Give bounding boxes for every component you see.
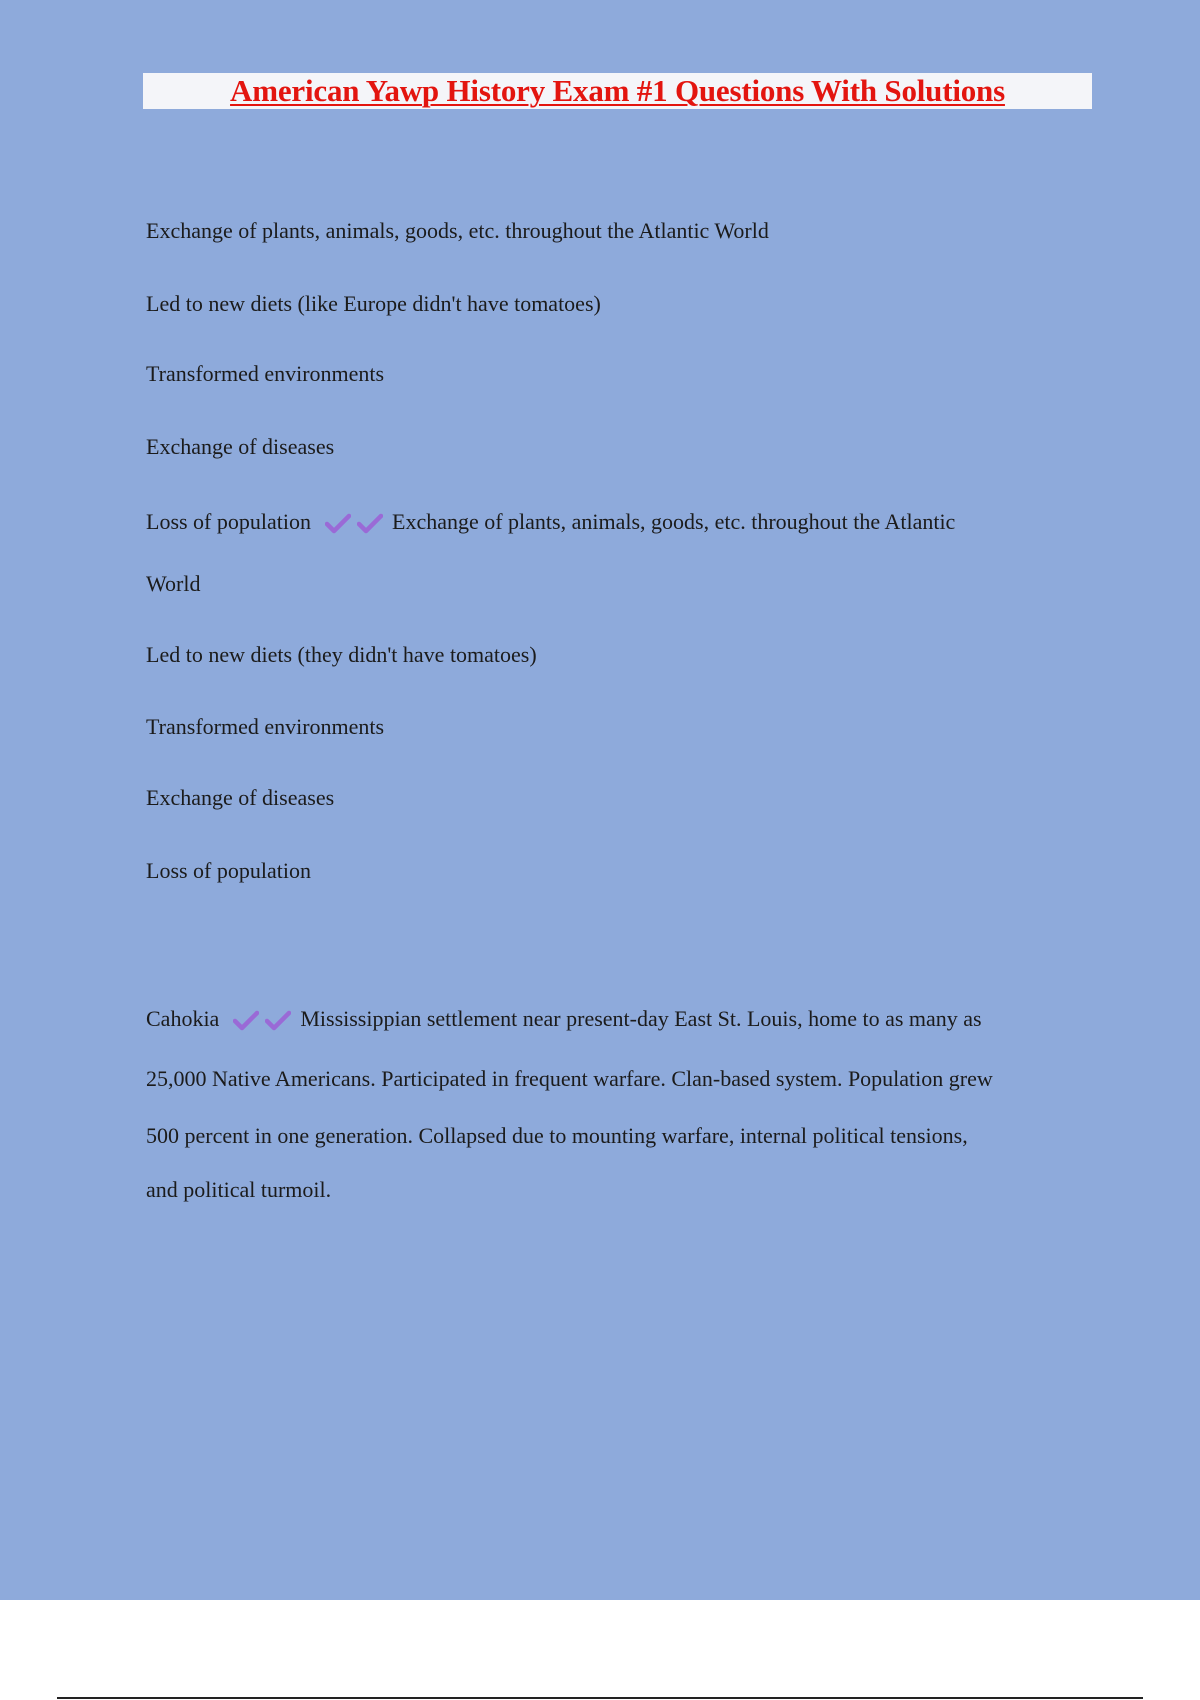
- text-line: and political turmoil.: [146, 1177, 332, 1202]
- qa-line: [146, 1005, 982, 1035]
- text-line: Led to new diets (they didn't have tomatoes): [146, 642, 537, 667]
- text-line: World: [146, 571, 201, 596]
- text-line: Exchange of plants, animals, goods, etc. throughout the Atlantic World: [146, 218, 769, 243]
- double-check-icons: [233, 1005, 297, 1033]
- answer-text: Exchange of plants, animals, goods, etc. throughout the Atlantic: [392, 509, 956, 534]
- title-banner: [143, 73, 1092, 109]
- text-line: Transformed environments: [146, 361, 385, 386]
- document-title: American Yawp History Exam #1 Questions With Solutions: [230, 73, 1005, 108]
- text-line: 500 percent in one generation. Collapsed due to mounting warfare, internal political tensions,: [146, 1123, 968, 1148]
- text-line: Transformed environments: [146, 714, 385, 739]
- text-line: Loss of population: [146, 858, 311, 883]
- text-line: Exchange of diseases: [146, 434, 335, 459]
- text-line: 25,000 Native Americans. Participated in frequent warfare. Clan-based system. Population grew: [146, 1066, 993, 1091]
- double-check-icons: [325, 508, 389, 536]
- footer-divider: [57, 1697, 1143, 1699]
- text-line: Led to new diets (like Europe didn't have tomatoes): [146, 291, 601, 316]
- check-icon: [357, 513, 383, 535]
- answer-text: Mississippian settlement near present-day East St. Louis, home to as many as: [300, 1006, 982, 1031]
- question-text: Cahokia: [146, 1006, 220, 1031]
- question-text: Loss of population: [146, 509, 311, 534]
- qa-line: [146, 508, 955, 538]
- text-line: Exchange of diseases: [146, 785, 335, 810]
- check-icon: [233, 1010, 259, 1032]
- check-icon: [325, 513, 351, 535]
- check-icon: [265, 1010, 291, 1032]
